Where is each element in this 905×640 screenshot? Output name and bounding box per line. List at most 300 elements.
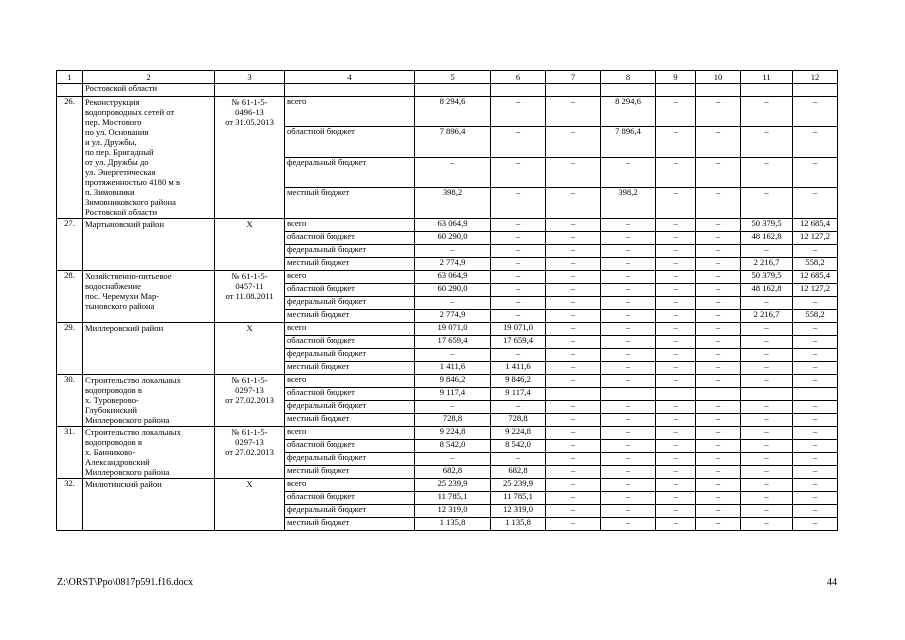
amount-cell: 558,2 <box>793 309 838 322</box>
amount-cell: – <box>741 157 793 187</box>
amount-cell: – <box>656 231 696 244</box>
amount-cell: – <box>546 400 601 413</box>
amount-cell: – <box>741 335 793 348</box>
amount-cell: – <box>601 465 656 478</box>
amount-cell: – <box>656 426 696 439</box>
amount-cell: 558,2 <box>793 257 838 270</box>
amount-cell: 9 224,8 <box>415 426 491 439</box>
amount-cell: – <box>656 478 696 491</box>
amount-cell: – <box>656 296 696 309</box>
amount-cell: – <box>741 413 793 426</box>
amount-cell: 398,2 <box>601 188 656 218</box>
funding-source: федеральный бюджет <box>285 348 415 361</box>
continuation-text: Ростовской области <box>83 84 215 97</box>
amount-cell: – <box>741 400 793 413</box>
amount-cell: 728,8 <box>491 413 546 426</box>
amount-cell: – <box>793 127 838 157</box>
amount-cell: – <box>741 361 793 374</box>
continuation-cell <box>215 84 285 97</box>
amount-cell <box>656 387 696 400</box>
continuation-num-cell <box>57 84 83 97</box>
amount-cell: 682,8 <box>491 465 546 478</box>
table-row <box>57 218 838 231</box>
object-name: Строительство локальных водопроводов в х. Банниково- Александровский Миллеровского района <box>83 426 215 478</box>
amount-cell: – <box>546 452 601 465</box>
funding-source: всего <box>285 426 415 439</box>
table-row <box>57 322 838 335</box>
funding-source: всего <box>285 218 415 231</box>
row-number: 32. <box>57 478 83 530</box>
amount-cell: – <box>546 465 601 478</box>
amount-cell: – <box>546 478 601 491</box>
amount-cell: – <box>696 296 741 309</box>
amount-cell: – <box>741 322 793 335</box>
amount-cell: – <box>656 413 696 426</box>
amount-cell: – <box>656 400 696 413</box>
amount-cell: 8 542,0 <box>491 439 546 452</box>
amount-cell: 25 239,9 <box>491 478 546 491</box>
amount-cell: – <box>491 270 546 283</box>
funding-source: федеральный бюджет <box>285 244 415 257</box>
amount-cell: – <box>601 374 656 387</box>
amount-cell: – <box>546 296 601 309</box>
funding-source: местный бюджет <box>285 465 415 478</box>
funding-source: местный бюджет <box>285 517 415 530</box>
amount-cell: 25 239,9 <box>415 478 491 491</box>
amount-cell: – <box>696 322 741 335</box>
amount-cell: – <box>793 97 838 127</box>
amount-cell: – <box>696 218 741 231</box>
amount-cell: – <box>793 244 838 257</box>
amount-cell: – <box>656 439 696 452</box>
amount-cell: – <box>696 426 741 439</box>
amount-cell: – <box>601 413 656 426</box>
amount-cell: – <box>601 296 656 309</box>
amount-cell: – <box>656 283 696 296</box>
amount-cell: – <box>546 157 601 187</box>
amount-cell: – <box>741 517 793 530</box>
row-number: 26. <box>57 97 83 219</box>
amount-cell: 12 685,4 <box>793 218 838 231</box>
column-number-header-row <box>57 71 838 84</box>
amount-cell: – <box>741 188 793 218</box>
amount-cell: – <box>491 244 546 257</box>
amount-cell: – <box>696 504 741 517</box>
funding-source: федеральный бюджет <box>285 296 415 309</box>
amount-cell: – <box>656 97 696 127</box>
amount-cell: – <box>696 97 741 127</box>
amount-cell: – <box>415 400 491 413</box>
amount-cell: – <box>696 244 741 257</box>
amount-cell: 9 117,4 <box>491 387 546 400</box>
amount-cell: – <box>793 517 838 530</box>
amount-cell: – <box>696 452 741 465</box>
amount-cell: 17 659,4 <box>491 335 546 348</box>
amount-cell: – <box>601 517 656 530</box>
amount-cell: – <box>696 257 741 270</box>
object-name: Реконструкция водопроводных сетей от пер. Мостового по ул. Основания и ул. Дружбы, по пер. Бригадный от ул. Дружбы до ул. Энергетическая протяженностью 4180 м в п. Зимовники Зимовниковского района Ростовской области <box>83 97 215 219</box>
amount-cell: – <box>601 309 656 322</box>
amount-cell: – <box>656 504 696 517</box>
continuation-cell <box>696 84 741 97</box>
amount-cell: – <box>656 348 696 361</box>
amount-cell: – <box>415 244 491 257</box>
amount-cell: – <box>696 188 741 218</box>
amount-cell: – <box>656 127 696 157</box>
amount-cell: – <box>696 270 741 283</box>
amount-cell: – <box>741 244 793 257</box>
amount-cell: – <box>696 413 741 426</box>
amount-cell: – <box>415 157 491 187</box>
amount-cell: – <box>741 127 793 157</box>
amount-cell: – <box>741 348 793 361</box>
amount-cell: – <box>601 504 656 517</box>
amount-cell: 8 294,6 <box>601 97 656 127</box>
funding-source: федеральный бюджет <box>285 157 415 187</box>
column-header: 7 <box>546 71 601 84</box>
amount-cell: 48 162,8 <box>741 231 793 244</box>
amount-cell: – <box>601 270 656 283</box>
amount-cell: – <box>601 244 656 257</box>
row-number: 28. <box>57 270 83 322</box>
amount-cell: – <box>696 439 741 452</box>
amount-cell: – <box>696 465 741 478</box>
amount-cell: – <box>546 309 601 322</box>
expertise-number: № 61-1-5- 0297-13 от 27.02.2013 <box>215 426 285 478</box>
amount-cell: – <box>696 309 741 322</box>
amount-cell: 2 216,7 <box>741 309 793 322</box>
amount-cell: – <box>793 439 838 452</box>
continuation-cell <box>546 84 601 97</box>
amount-cell: – <box>491 157 546 187</box>
amount-cell: 398,2 <box>415 188 491 218</box>
amount-cell: – <box>656 322 696 335</box>
table-row <box>57 478 838 491</box>
column-header: 5 <box>415 71 491 84</box>
amount-cell: – <box>491 452 546 465</box>
amount-cell: – <box>741 491 793 504</box>
amount-cell: – <box>696 478 741 491</box>
amount-cell: – <box>793 504 838 517</box>
amount-cell: 48 162,8 <box>741 283 793 296</box>
column-header: 2 <box>83 71 215 84</box>
amount-cell: – <box>546 335 601 348</box>
amount-cell: 8 294,6 <box>415 97 491 127</box>
amount-cell: – <box>546 257 601 270</box>
amount-cell: – <box>491 218 546 231</box>
expertise-number: № 61-1-5- 0457-11 от 11.08.2011 <box>215 270 285 322</box>
continuation-row <box>57 84 838 97</box>
amount-cell: – <box>793 335 838 348</box>
amount-cell: – <box>601 322 656 335</box>
amount-cell: 1 135,8 <box>491 517 546 530</box>
funding-source: всего <box>285 270 415 283</box>
amount-cell: – <box>741 374 793 387</box>
footer-file-path: Z:\ORST\Ppo\0817p591.f16.docx <box>57 577 194 588</box>
amount-cell: 12 319,0 <box>491 504 546 517</box>
funding-source: всего <box>285 97 415 127</box>
amount-cell: 682,8 <box>415 465 491 478</box>
amount-cell: – <box>656 309 696 322</box>
funding-source: областной бюджет <box>285 127 415 157</box>
amount-cell: 7 896,4 <box>415 127 491 157</box>
amount-cell: – <box>793 157 838 187</box>
funding-source: областной бюджет <box>285 491 415 504</box>
amount-cell: – <box>656 517 696 530</box>
amount-cell: – <box>546 504 601 517</box>
funding-source: местный бюджет <box>285 361 415 374</box>
column-header: 1 <box>57 71 83 84</box>
amount-cell: – <box>656 218 696 231</box>
amount-cell: – <box>546 491 601 504</box>
amount-cell: – <box>656 188 696 218</box>
amount-cell: – <box>546 97 601 127</box>
amount-cell: 19 071,0 <box>415 322 491 335</box>
column-header: 4 <box>285 71 415 84</box>
amount-cell: 2 774,9 <box>415 309 491 322</box>
amount-cell: – <box>793 322 838 335</box>
budget-table <box>56 70 838 531</box>
expertise-number: № 61-1-5- 0496-13 от 31.05.2013 <box>215 97 285 219</box>
column-header: 10 <box>696 71 741 84</box>
amount-cell: – <box>656 361 696 374</box>
amount-cell: – <box>546 218 601 231</box>
amount-cell: 17 659,4 <box>415 335 491 348</box>
amount-cell: 12 319,0 <box>415 504 491 517</box>
amount-cell: – <box>546 188 601 218</box>
amount-cell: – <box>601 231 656 244</box>
amount-cell: – <box>741 478 793 491</box>
amount-cell: – <box>656 452 696 465</box>
amount-cell: – <box>741 97 793 127</box>
amount-cell: – <box>601 439 656 452</box>
amount-cell: – <box>546 439 601 452</box>
amount-cell: – <box>491 127 546 157</box>
amount-cell: – <box>601 426 656 439</box>
amount-cell: – <box>546 413 601 426</box>
amount-cell: – <box>696 348 741 361</box>
amount-cell: 2 774,9 <box>415 257 491 270</box>
amount-cell: 63 064,9 <box>415 218 491 231</box>
amount-cell: 9 117,4 <box>415 387 491 400</box>
row-number: 31. <box>57 426 83 478</box>
amount-cell: – <box>546 231 601 244</box>
amount-cell: – <box>793 478 838 491</box>
amount-cell: – <box>601 491 656 504</box>
amount-cell: – <box>741 452 793 465</box>
expertise-number: № 61-1-5- 0297-13 от 27.02.2013 <box>215 374 285 426</box>
amount-cell: – <box>415 348 491 361</box>
amount-cell: – <box>696 335 741 348</box>
object-name: Строительство локальных водопроводов в х. Туроверово- Глубокинский Миллеровского района <box>83 374 215 426</box>
amount-cell: – <box>741 439 793 452</box>
funding-source: местный бюджет <box>285 309 415 322</box>
amount-cell: 19 071,0 <box>491 322 546 335</box>
funding-source: федеральный бюджет <box>285 504 415 517</box>
amount-cell: – <box>741 504 793 517</box>
amount-cell: – <box>491 283 546 296</box>
table-row <box>57 270 838 283</box>
amount-cell: – <box>601 361 656 374</box>
object-name: Хозяйственно-питьевое водоснабжение пос. Черемухи Мар- тыновского района <box>83 270 215 322</box>
amount-cell: – <box>696 374 741 387</box>
amount-cell: – <box>741 296 793 309</box>
amount-cell <box>741 387 793 400</box>
amount-cell: 12 685,4 <box>793 270 838 283</box>
amount-cell: – <box>656 491 696 504</box>
amount-cell: – <box>793 413 838 426</box>
amount-cell: – <box>546 283 601 296</box>
amount-cell: – <box>696 400 741 413</box>
amount-cell: – <box>546 270 601 283</box>
amount-cell: – <box>491 400 546 413</box>
amount-cell: – <box>491 296 546 309</box>
funding-source: областной бюджет <box>285 439 415 452</box>
amount-cell: – <box>491 257 546 270</box>
amount-cell: – <box>741 426 793 439</box>
amount-cell: – <box>546 361 601 374</box>
funding-source: областной бюджет <box>285 231 415 244</box>
amount-cell: – <box>491 309 546 322</box>
amount-cell: – <box>601 400 656 413</box>
amount-cell: – <box>601 257 656 270</box>
amount-cell: – <box>793 465 838 478</box>
funding-source: федеральный бюджет <box>285 400 415 413</box>
amount-cell: – <box>546 426 601 439</box>
row-number: 30. <box>57 374 83 426</box>
amount-cell: 1 411,6 <box>491 361 546 374</box>
amount-cell: – <box>793 452 838 465</box>
continuation-cell <box>491 84 546 97</box>
funding-source: областной бюджет <box>285 283 415 296</box>
amount-cell: – <box>601 348 656 361</box>
amount-cell: 1 135,8 <box>415 517 491 530</box>
amount-cell: 8 542,0 <box>415 439 491 452</box>
amount-cell: – <box>656 335 696 348</box>
amount-cell: – <box>601 478 656 491</box>
funding-source: всего <box>285 374 415 387</box>
amount-cell: – <box>696 157 741 187</box>
amount-cell: 50 379,5 <box>741 218 793 231</box>
amount-cell <box>601 387 656 400</box>
column-header: 9 <box>656 71 696 84</box>
amount-cell: – <box>793 426 838 439</box>
amount-cell: – <box>656 157 696 187</box>
amount-cell: 11 785,1 <box>415 491 491 504</box>
column-header: 12 <box>793 71 838 84</box>
amount-cell: 12 127,2 <box>793 283 838 296</box>
amount-cell: – <box>415 296 491 309</box>
amount-cell: – <box>546 127 601 157</box>
amount-cell: 9 846,2 <box>491 374 546 387</box>
table-row <box>57 426 838 439</box>
amount-cell: – <box>741 465 793 478</box>
amount-cell: – <box>601 335 656 348</box>
funding-source: всего <box>285 478 415 491</box>
amount-cell: – <box>546 348 601 361</box>
amount-cell: – <box>546 374 601 387</box>
amount-cell: – <box>656 465 696 478</box>
column-header: 11 <box>741 71 793 84</box>
table-body <box>57 84 838 531</box>
amount-cell: – <box>696 361 741 374</box>
amount-cell: – <box>546 517 601 530</box>
amount-cell: – <box>696 283 741 296</box>
column-header: 8 <box>601 71 656 84</box>
amount-cell: 50 379,5 <box>741 270 793 283</box>
amount-cell: – <box>491 231 546 244</box>
amount-cell: – <box>793 188 838 218</box>
amount-cell: – <box>415 452 491 465</box>
amount-cell: – <box>491 348 546 361</box>
amount-cell: – <box>546 322 601 335</box>
table-row <box>57 97 838 127</box>
amount-cell: – <box>601 283 656 296</box>
amount-cell: 12 127,2 <box>793 231 838 244</box>
amount-cell: – <box>696 491 741 504</box>
amount-cell: 9 846,2 <box>415 374 491 387</box>
amount-cell: 9 224,8 <box>491 426 546 439</box>
amount-cell: – <box>601 218 656 231</box>
amount-cell: 1 411,6 <box>415 361 491 374</box>
continuation-cell <box>601 84 656 97</box>
continuation-cell <box>741 84 793 97</box>
amount-cell: 60 290,0 <box>415 283 491 296</box>
amount-cell: – <box>601 157 656 187</box>
amount-cell: – <box>793 374 838 387</box>
funding-source: федеральный бюджет <box>285 452 415 465</box>
funding-source: областной бюджет <box>285 387 415 400</box>
amount-cell <box>696 387 741 400</box>
amount-cell: – <box>696 517 741 530</box>
amount-cell: – <box>656 244 696 257</box>
amount-cell: 63 064,9 <box>415 270 491 283</box>
column-header: 3 <box>215 71 285 84</box>
continuation-cell <box>415 84 491 97</box>
amount-cell: – <box>793 400 838 413</box>
amount-cell: 7 896,4 <box>601 127 656 157</box>
funding-source: всего <box>285 322 415 335</box>
amount-cell <box>793 387 838 400</box>
amount-cell: – <box>696 127 741 157</box>
amount-cell: – <box>793 361 838 374</box>
amount-cell: 60 290,0 <box>415 231 491 244</box>
amount-cell: 728,8 <box>415 413 491 426</box>
object-name: Мартыновский район <box>83 218 215 270</box>
funding-source: местный бюджет <box>285 413 415 426</box>
object-name: Миллеровский район <box>83 322 215 374</box>
amount-cell: – <box>601 452 656 465</box>
amount-cell: – <box>656 270 696 283</box>
amount-cell: – <box>656 257 696 270</box>
table-row <box>57 374 838 387</box>
expertise-number: Х <box>215 218 285 270</box>
amount-cell: – <box>656 374 696 387</box>
amount-cell: – <box>491 188 546 218</box>
amount-cell: 2 216,7 <box>741 257 793 270</box>
continuation-cell <box>656 84 696 97</box>
funding-source: местный бюджет <box>285 257 415 270</box>
amount-cell: – <box>696 231 741 244</box>
row-number: 27. <box>57 218 83 270</box>
amount-cell: – <box>793 491 838 504</box>
continuation-cell <box>793 84 838 97</box>
amount-cell: – <box>793 296 838 309</box>
column-header: 6 <box>491 71 546 84</box>
amount-cell: – <box>793 348 838 361</box>
amount-cell: – <box>546 244 601 257</box>
amount-cell <box>546 387 601 400</box>
